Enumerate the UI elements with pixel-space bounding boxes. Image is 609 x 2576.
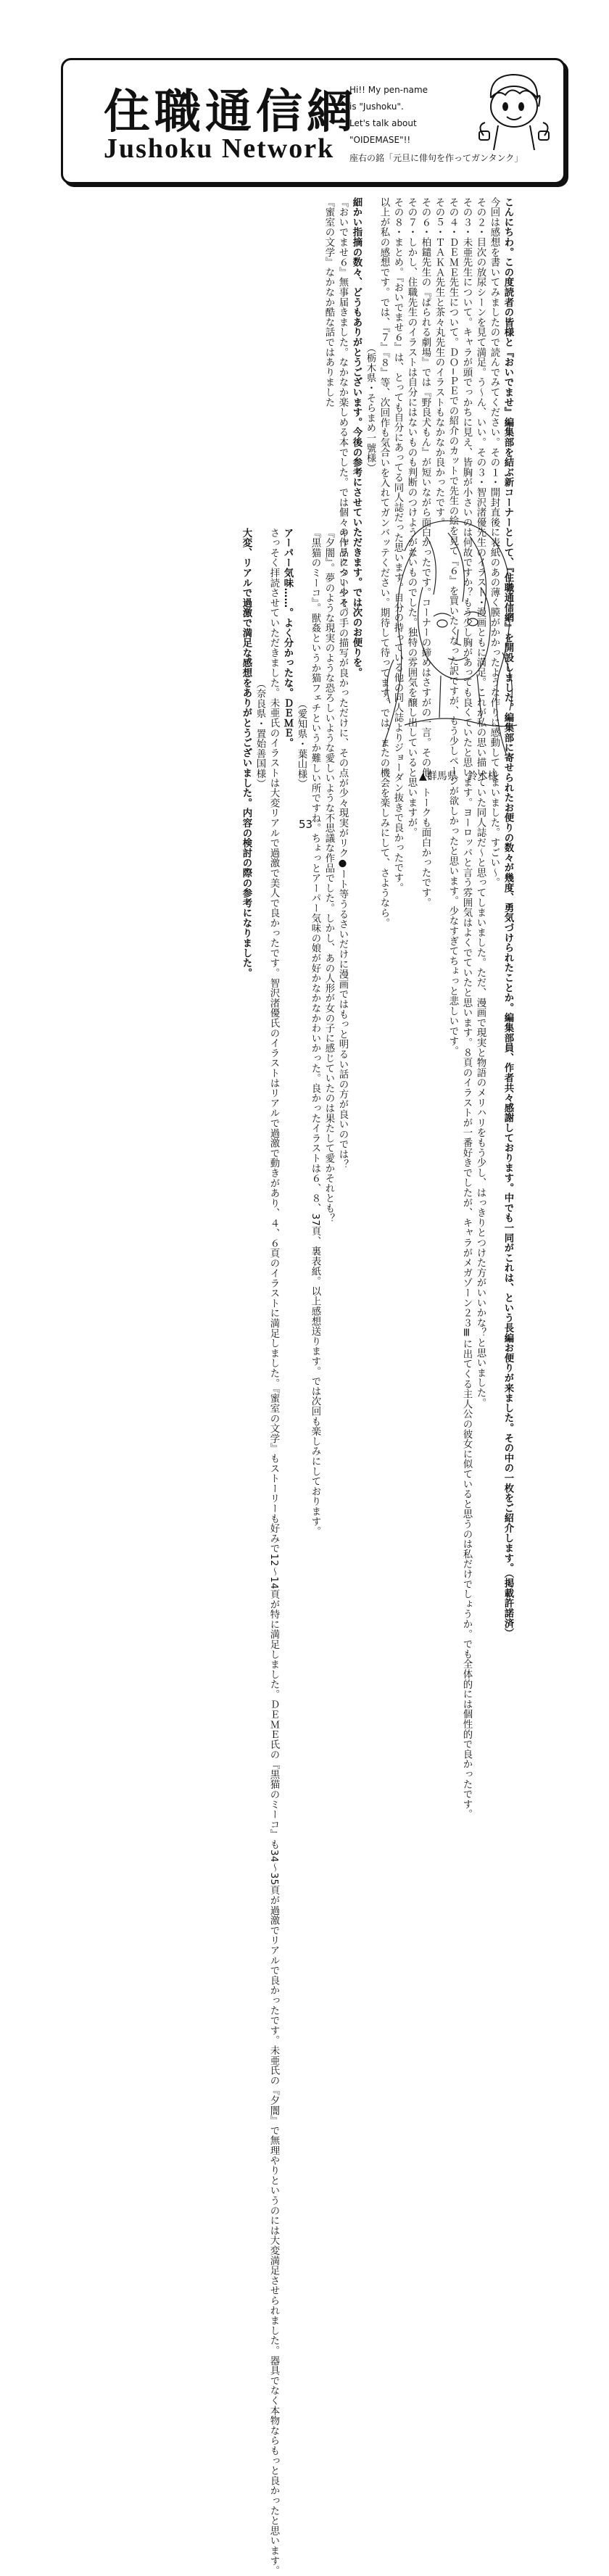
letter-paragraph: キャラクターやその手の描写が良かっただけに、その点が少々現実がリク●ート等うるさいだけに漫画ではもっと明るい話の方が良いのでは？ bbox=[337, 528, 348, 1169]
editor-reply: 細かい指摘の数々、どうもありがとうございます。今後の参考にさせていただきます。では次のお便りを。 bbox=[351, 197, 362, 678]
header-box bbox=[61, 58, 566, 184]
speech-note bbox=[349, 82, 428, 149]
letter-paragraph: 『夕闇』。夢のような現実のような恐ろしいような愛しいような不思議な作品でした。しかし、あの人形が女の子に感じていたのは果たして愛かそれとも？ bbox=[323, 528, 334, 1224]
letter-signature: （栃木県・そらまめ一號様） bbox=[365, 342, 376, 473]
reader-illustration bbox=[361, 508, 528, 761]
speech-line: is "Jushoku". bbox=[349, 102, 404, 112]
letter-signature: （愛知県・葉山様） bbox=[296, 698, 307, 789]
letter-paragraph: その６・柏鑓先生の『ぱられる劇場』では『野良犬もん』が短いながら面白かったです。コーナーの締めはさすがの一言。その他、トークも面白かったです。 bbox=[420, 197, 431, 908]
editor-reply: 大変、リアルで過激で満足な感想をありがとうございました。内容の検討の際の参考になりました。 bbox=[241, 528, 252, 978]
motto-line: 座右の銘「元旦に俳句を作ってガンタンク」 bbox=[349, 153, 523, 163]
letter-paragraph: その５・ＴＡＫＡ先生と茶々丸先生のイラストもなかなか良かったです。 bbox=[434, 197, 444, 528]
illustration-caption: ▲群馬県 鈴木様 bbox=[419, 771, 498, 782]
letter-paragraph: 『蜜室の文学』なかなか酷な話ではありました bbox=[323, 197, 334, 407]
editor-reply: アーパー気味……。よく分かったな。ＤＥＭＥ。 bbox=[282, 528, 293, 748]
letter-paragraph: さっそく拝読させていただきました。未亜氏のイラストは大変リアルで過激で美人で良かったです。智沢渚優氏のイラストはリアルで過激で動きがあり、４、６頁のイラストに満足しました。『蜜室の文学』もストーリーも好みで12〜14頁が特に満足しました。ＤＥＭＥ氏の『黒猫のミーコ』も34〜35頁が過激でリアルで良かったです。未亜氏の『夕闇』で無理やりというのには大変満足させられました。器具でなく本物ならもっと良かったと思います。 bbox=[268, 528, 279, 2576]
page-number: 53 bbox=[299, 818, 313, 831]
letter-paragraph: その７・しかし、住職先生のイラストは自分にはないものも判断のつけようがないものでした。独特の雰囲気を醸し出していると思いますが。 bbox=[406, 197, 417, 838]
speech-line: Hi!! My pen-name bbox=[349, 85, 428, 95]
speech-line: Let's talk about bbox=[349, 118, 417, 128]
mascot-drawing bbox=[469, 69, 556, 156]
editor-intro: こんにちわ。この度読者の皆様と『おいでませ』編集部を結ぶ新コーナーとして、『住職通信網』を開設しました。編集部に寄せられたお便りの数々が幾度、勇気づけられたことか。編集部員、作者共々感謝しております。中でも一同がこれは、という長編お便りが来ました。その中の一枚をご紹介します。（掲載許諾済） bbox=[502, 197, 513, 1639]
letter-paragraph: その３・未亜先生について。キャラが頭でっかちに見え、皆胸が小さいのは何故ですか？もう少し胸があっても良くていたと思います。ヨーロッパと言う雰囲気はよくでていたと思います。８頁のイラストが一番好きでしたが、キャラがメガゾーン２３Ⅲに出てくる主人公の彼女に似ていると思うのは私だけでしょうか。でも全体的には個性的で良かったです。 bbox=[461, 197, 472, 1820]
speech-line: "OIDEMASE"!! bbox=[349, 135, 411, 145]
letter-paragraph: 今回は感想を書いてみましたので読んでみてください。その１・開封直後に表紙のあの薄く膜がかかったような作りに感動してしまいました。すごい〜。 bbox=[489, 197, 500, 888]
letter-paragraph: その２・目次の放尿シーンを見て満足。う〜ん、いい。その３・智沢渚優先生のイラスト・漫画ともに満足。これが私の思い描いていた同人誌だ〜と思ってしまいました。ただ、漫画で現実と物語のメリハリをもう少し、はっきりとつけた方がいいかな？と思いました。 bbox=[475, 197, 486, 1408]
title-english: Jushoku Network bbox=[104, 133, 335, 164]
letter-signature: （奈良県・置始善国様） bbox=[254, 679, 265, 789]
letter-paragraph: 『黒猫のミーコ』。獣姦というか猫フェチというか難しい所ですね。ちょっとアーパー気味の娘が好かなかなかわいかった。良かったイラストは６、８、37頁、裏表紙。以上感想送ります。では次回も楽しみにしております。 bbox=[310, 528, 320, 1537]
letter-paragraph: その８・まとめ。『おいでませ６』は、とっても自分にあってる同人誌だった思います。自分の持っている他の同人誌よりジョーダン抜きで良かったです。 bbox=[392, 197, 403, 893]
letter-paragraph: 『おいでませ６』無事届きました。なかなか楽しめる本でした。では個々の作品につい少々。 bbox=[337, 197, 348, 618]
letter-paragraph: その４・ＤＥＭＥ先生について。ＤＯ−ＰＥでの紹介のカットで先生の絵を見て『６』を買いたくなった訳ですが、もう少しページが欲しかったと思います。少なすぎてちょっと悲しいです。 bbox=[447, 197, 458, 1056]
title-japanese: 住職通信網 bbox=[104, 85, 357, 139]
letter-paragraph: 以上が私の感想です。では、『７』『８』等、次回作も気合いを入れてガンバッテください。期待して待ってます。では、またの機会を楽しみにして、さようなら。 bbox=[378, 197, 389, 928]
